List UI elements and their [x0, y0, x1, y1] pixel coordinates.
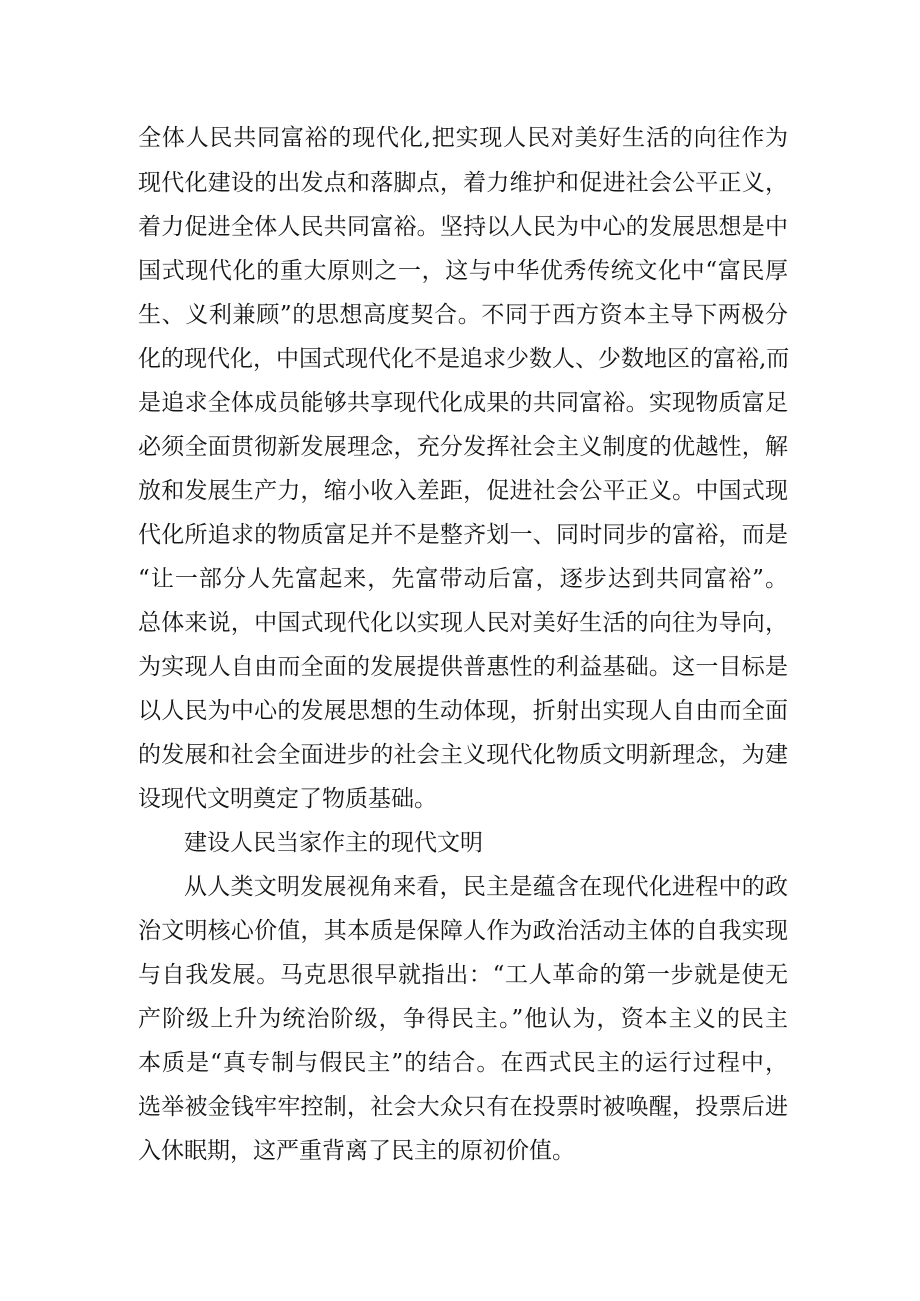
paragraph-1-line: 全体人民共同富裕的现代化,把实现人民对美好生活的向往作为 — [138, 125, 788, 151]
paragraph-1-line: 现代化建设的出发点和落脚点，着力维护和促进社会公平正义， — [138, 170, 788, 196]
paragraph-1-line: 必须全面贯彻新发展理念，充分发挥社会主义制度的优越性，解 — [138, 434, 788, 460]
paragraph-1-line: 为实现人自由而全面的发展提供普惠性的利益基础。这一目标是 — [138, 654, 788, 680]
paragraph-1-line: 以人民为中心的发展思想的生动体现，折射出实现人自由而全面 — [138, 698, 788, 724]
paragraph-1-line: 设现代文明奠定了物质基础。 — [138, 786, 437, 812]
paragraph-2-line: 产阶级上升为统治阶级，争得民主。”他认为，资本主义的民主 — [138, 1006, 788, 1032]
paragraph-2-line: 治文明核心价值，其本质是保障人作为政治活动主体的自我实现 — [138, 918, 788, 944]
paragraph-1-line: 着力促进全体人民共同富裕。坚持以人民为中心的发展思想是中 — [138, 214, 788, 240]
paragraph-1-line: 代化所追求的物质富足并不是整齐划一、同时同步的富裕，而是 — [138, 522, 788, 548]
paragraph-2-line: 入休眠期，这严重背离了民主的原初价值。 — [138, 1138, 575, 1164]
paragraph-1-line: 国式现代化的重大原则之一，这与中华优秀传统文化中“富民厚 — [138, 258, 788, 284]
paragraph-1-line: 放和发展生产力，缩小收入差距，促进社会公平正义。中国式现 — [138, 478, 788, 504]
paragraph-1-line: 是追求全体成员能够共享现代化成果的共同富裕。实现物质富足 — [138, 390, 788, 416]
section-heading: 建设人民当家作主的现代文明 — [184, 830, 483, 856]
paragraph-2-line: 本质是“真专制与假民主”的结合。在西式民主的运行过程中， — [138, 1050, 788, 1076]
paragraph-1-line: 化的现代化，中国式现代化不是追求少数人、少数地区的富裕,而 — [138, 346, 790, 372]
paragraph-2-line: 与自我发展。马克思很早就指出：“工人革命的第一步就是使无 — [138, 962, 788, 988]
paragraph-1-line: 总体来说，中国式现代化以实现人民对美好生活的向往为导向， — [138, 610, 788, 636]
paragraph-1-line: 生、义利兼顾”的思想高度契合。不同于西方资本主导下两极分 — [138, 302, 788, 328]
paragraph-1-line: “让一部分人先富起来，先富带动后富，逐步达到共同富裕”。 — [138, 566, 788, 592]
paragraph-1-line: 的发展和社会全面进步的社会主义现代化物质文明新理念，为建 — [138, 742, 788, 768]
paragraph-2-line: 选举被金钱牢牢控制，社会大众只有在投票时被唤醒，投票后进 — [138, 1094, 788, 1120]
paragraph-2-line: 从人类文明发展视角来看，民主是蕴含在现代化进程中的政 — [184, 874, 788, 900]
